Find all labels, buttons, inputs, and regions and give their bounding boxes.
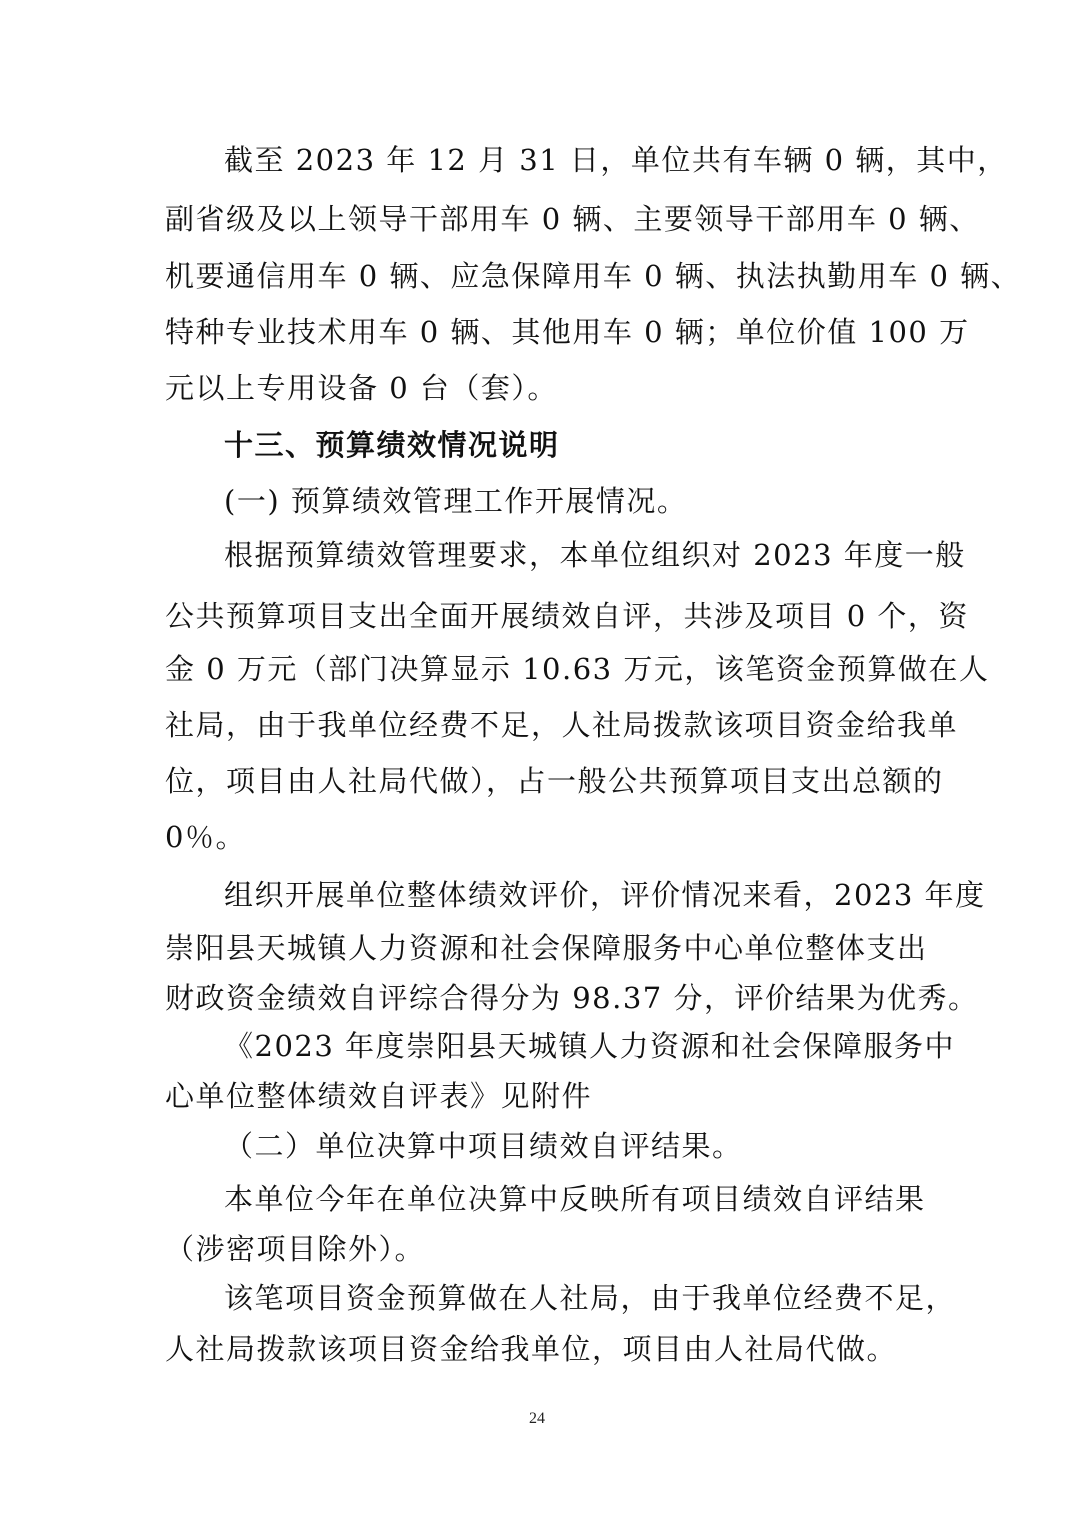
section-heading: 十三、预算绩效情况说明 bbox=[224, 428, 560, 462]
paragraph-line: 根据预算绩效管理要求，本单位组织对 2023 年度一般 bbox=[224, 538, 966, 572]
paragraph-line: 人社局拨款该项目资金给我单位，项目由人社局代做。 bbox=[165, 1332, 898, 1366]
subsection-heading: （二）单位决算中项目绩效自评结果。 bbox=[224, 1129, 743, 1163]
paragraph-line: 组织开展单位整体绩效评价，评价情况来看，2023 年度 bbox=[224, 878, 986, 912]
paragraph-line: 财政资金绩效自评综合得分为 98.37 分，评价结果为优秀。 bbox=[165, 981, 979, 1015]
paragraph-line: 《2023 年度崇阳县天城镇人力资源和社会保障服务中 bbox=[224, 1029, 956, 1063]
paragraph-line: 公共预算项目支出全面开展绩效自评，共涉及项目 0 个，资 bbox=[165, 599, 969, 633]
paragraph-line: 0％。 bbox=[165, 820, 246, 854]
subsection-heading: (一) 预算绩效管理工作开展情况。 bbox=[224, 484, 688, 518]
paragraph-line: 崇阳县天城镇人力资源和社会保障服务中心单位整体支出 bbox=[165, 931, 928, 965]
paragraph-line: 该笔项目资金预算做在人社局，由于我单位经费不足， bbox=[224, 1281, 957, 1315]
paragraph-line: 机要通信用车 0 辆、应急保障用车 0 辆、执法执勤用车 0 辆、 bbox=[165, 259, 1022, 293]
paragraph-line: 副省级及以上领导干部用车 0 辆、主要领导干部用车 0 辆、 bbox=[165, 202, 980, 236]
paragraph-line: 特种专业技术用车 0 辆、其他用车 0 辆；单位价值 100 万 bbox=[165, 315, 970, 349]
page-number: 24 bbox=[529, 1410, 545, 1427]
paragraph-line: 本单位今年在单位决算中反映所有项目绩效自评结果 bbox=[224, 1182, 926, 1216]
paragraph-line: 元以上专用设备 0 台（套）。 bbox=[165, 371, 558, 405]
paragraph-line: 截至 2023 年 12 月 31 日，单位共有车辆 0 辆，其中， bbox=[224, 143, 1008, 177]
paragraph-line: （涉密项目除外）。 bbox=[165, 1232, 426, 1266]
paragraph-line: 社局，由于我单位经费不足，人社局拨款该项目资金给我单 bbox=[165, 708, 959, 742]
paragraph-line: 金 0 万元（部门决算显示 10.63 万元，该笔资金预算做在人 bbox=[165, 652, 990, 686]
paragraph-line: 心单位整体绩效自评表》见附件 bbox=[165, 1079, 593, 1113]
paragraph-line: 位，项目由人社局代做），占一般公共预算项目支出总额的 bbox=[165, 764, 944, 798]
